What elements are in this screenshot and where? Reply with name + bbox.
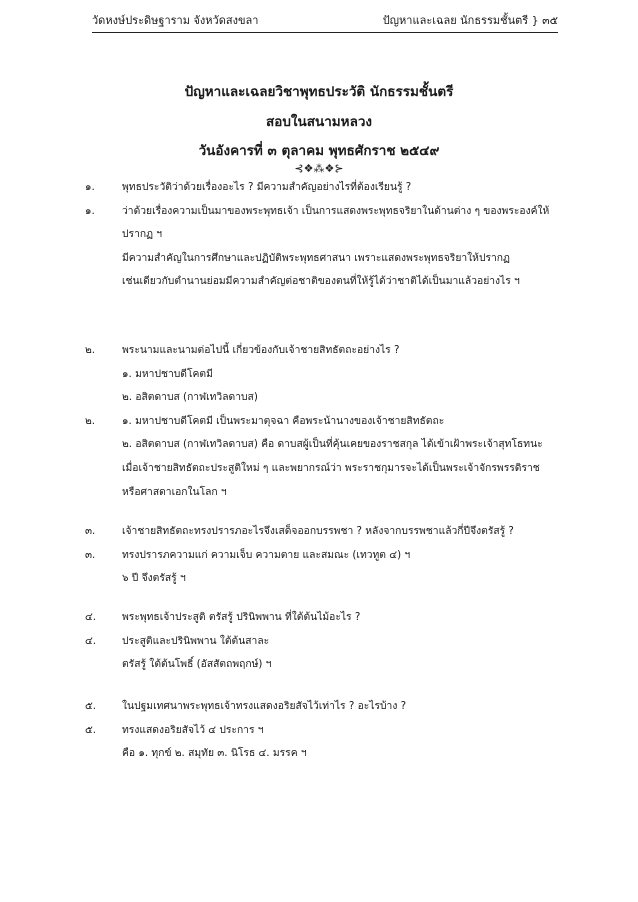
answer-line: ๑. มหาปชาบดีโคตมี เป็นพระมาตุจฉา คือพระน้านางของเจ้าชายสิทธัตถะ — [122, 414, 445, 427]
answer-number: ๕. — [85, 723, 97, 736]
question-row — [0, 608, 638, 632]
question-row — [0, 341, 638, 365]
question-sub-item — [0, 388, 638, 412]
qa-item-5 — [0, 697, 638, 768]
qa-item-1 — [0, 178, 638, 296]
answer-number: ๔. — [85, 634, 97, 647]
answer-row — [0, 655, 638, 679]
question-text: พระพุทธเจ้าประสูติ ตรัสรู้ ปรินิพพาน ที่ใต้ต้นไม้อะไร ? — [122, 611, 361, 623]
answer-line: ปรากฏ ฯ — [122, 228, 163, 241]
header-doc-title: ปัญหาและเฉลย นักธรรมชั้นตรี } ๓๕ — [382, 14, 558, 27]
answer-row — [0, 202, 638, 226]
qa-item-3 — [0, 522, 638, 593]
question-number: ๓. — [85, 525, 96, 537]
answer-line: มีความสำคัญในการศึกษาและปฏิบัติพระพุทธศาสนา เพราะแสดงพระพุทธจริยาให้ปรากฏ — [122, 251, 510, 264]
qa-item-2 — [0, 341, 638, 506]
answer-number: ๒. — [85, 414, 96, 427]
question-number: ๔. — [85, 611, 97, 623]
question-row — [0, 178, 638, 202]
answer-line: หรือศาสดาเอกในโลก ฯ — [122, 485, 227, 498]
answer-row — [0, 272, 638, 296]
answer-row — [0, 412, 638, 436]
question-number: ๒. — [85, 344, 96, 356]
qa-item-4 — [0, 608, 638, 679]
question-text: พระนามและนามต่อไปนี้ เกี่ยวข้องกับเจ้าชายสิทธัตถะอย่างไร ? — [122, 344, 400, 356]
answer-number: ๑. — [85, 204, 95, 217]
question-sub-item — [0, 365, 638, 389]
answer-line: เมื่อเจ้าชายสิทธัตถะประสูติใหม่ ๆ และพยากรณ์ว่า พระราชกุมารจะได้เป็นพระเจ้าจักรพรรดิราช — [122, 461, 540, 474]
answer-row — [0, 632, 638, 656]
sub-item-text: ๒. อสิตดาบส (กาฬเทวิลดาบส) — [122, 391, 258, 404]
answer-line: ประสูติและปรินิพพาน ใต้ต้นสาละ — [122, 634, 270, 647]
answer-line: ทรงปรารภความแก่ ความเจ็บ ความตาย และสมณะ (เทวทูต ๔) ฯ — [122, 548, 411, 561]
question-number: ๑. — [85, 181, 95, 193]
question-text: ในปฐมเทศนาพระพุทธเจ้าทรงแสดงอริยสัจไว้เท่าไร ? อะไรบ้าง ? — [122, 700, 407, 712]
question-text: เจ้าชายสิทธัตถะทรงปรารภอะไรจึงเสด็จออกบรรพชา ? หลังจากบรรพชาแล้วกี่ปีจึงตรัสรู้ ? — [122, 525, 514, 537]
answer-row — [0, 546, 638, 570]
answer-line: ๖ ปี จึงตรัสรู้ ฯ — [122, 572, 186, 585]
question-row — [0, 522, 638, 546]
exam-date: วันอังคารที่ ๓ ตุลาคม พุทธศักราช ๒๕๔๙ — [198, 143, 440, 159]
question-text: พุทธประวัติว่าด้วยเรื่องอะไร ? มีความสำคัญอย่างไรที่ต้องเรียนรู้ ? — [122, 181, 412, 193]
sub-item-text: ๑. มหาปชาบดีโคตมี — [122, 367, 213, 380]
answer-row — [0, 744, 638, 768]
answer-row — [0, 435, 638, 459]
page-header — [92, 10, 558, 33]
answer-row — [0, 225, 638, 249]
answer-row — [0, 721, 638, 745]
answer-line: ๒. อสิตดาบส (กาฬเทวิลดาบส) คือ ดาบสผู้เป็นที่คุ้นเคยของราชสกุล ได้เข้าเฝ้าพระเจ้าสุทโธทนะ — [122, 438, 543, 451]
exam-subtitle: สอบในสนามหลวง — [265, 114, 373, 130]
answer-row — [0, 459, 638, 483]
question-number: ๕. — [85, 700, 97, 712]
exam-title: ปัญหาและเฉลยวิชาพุทธประวัติ นักธรรมชั้นตรี — [184, 84, 454, 100]
answer-line: ตรัสรู้ ใต้ต้นโพธิ์ (อัสสัตถพฤกษ์) ฯ — [122, 658, 272, 671]
ornament-divider-icon: ⊰❖⁂❖⊱ — [294, 162, 344, 175]
answer-line: คือ ๑. ทุกข์ ๒. สมุทัย ๓. นิโรธ ๔. มรรค ฯ — [122, 747, 307, 760]
answer-row — [0, 569, 638, 593]
answer-row — [0, 483, 638, 507]
answer-row — [0, 249, 638, 273]
header-temple-name: วัดหงษ์ประดิษฐาราม จังหวัดสงขลา — [92, 14, 259, 27]
answer-line: ว่าด้วยเรื่องความเป็นมาของพระพุทธเจ้า เป็นการแสดงพระพุทธจริยาในด้านต่าง ๆ ของพระองค์ให้ — [122, 204, 550, 217]
question-row — [0, 697, 638, 721]
answer-line: เช่นเดียวกับตำนานย่อมมีความสำคัญต่อชาติของตนที่ให้รู้ได้ว่าชาติได้เป็นมาแล้วอย่างไร ฯ — [122, 275, 520, 288]
answer-line: ทรงแสดงอริยสัจไว้ ๔ ประการ ฯ — [122, 723, 264, 736]
answer-number: ๓. — [85, 548, 96, 561]
